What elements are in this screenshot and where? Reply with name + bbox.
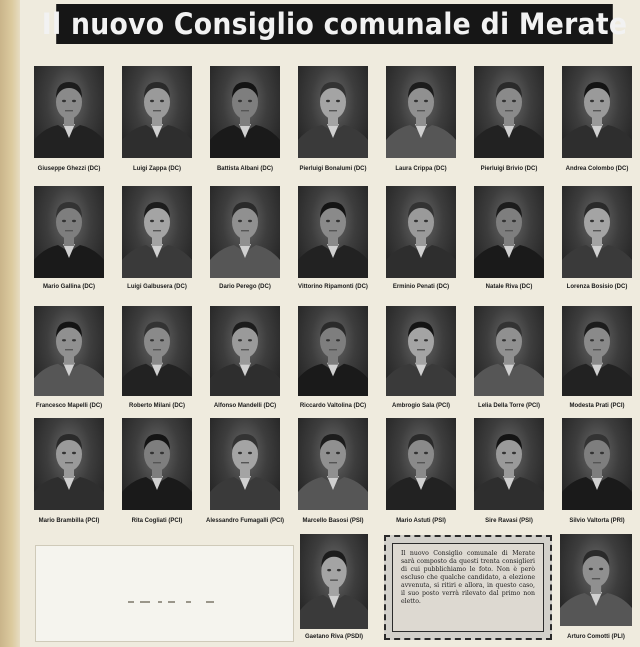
councillor-photo: [386, 306, 456, 396]
councillor-photo: [34, 66, 104, 158]
councillor-name: Natale Riva (DC): [485, 284, 533, 290]
notice-box: [384, 535, 552, 640]
councillor-photo: [562, 66, 632, 158]
councillor-photo: [298, 66, 368, 158]
print-mark: [140, 601, 150, 603]
councillor-photo: [122, 418, 192, 510]
councillor-photo: [34, 306, 104, 396]
councillor-photo: [300, 534, 368, 629]
councillor-name: Silvio Valtorta (PRI): [569, 518, 625, 524]
print-mark: [206, 601, 214, 603]
councillor-name: Dario Perego (DC): [219, 284, 271, 290]
councillor-name: Arturo Comotti (PLI): [567, 634, 625, 640]
councillor-name: Giuseppe Ghezzi (DC): [37, 166, 101, 172]
councillor-name: Mario Gallina (DC): [42, 284, 95, 290]
notice-text: Il nuovo Consiglio comunale di Merate sarà composto da questi trenta consiglieri di cui pubblichiamo le foto. Non è però escluso che qualche candidato, a elezione avvenuta, si ritiri e allora, in questo caso, il suo posto verrà rilevato dal primo non eletto.: [392, 543, 544, 632]
councillor-photo: [122, 66, 192, 158]
councillor-photo: [386, 66, 456, 158]
councillor-name: Pierluigi Bonalumi (DC): [299, 166, 367, 172]
councillor-name: Ambrogio Sala (PCI): [391, 403, 450, 409]
councillor-name: Riccardo Valtolina (DC): [299, 403, 367, 409]
councillor-name: Mario Brambilla (PCI): [38, 518, 100, 524]
councillor-name: Vittorino Ripamonti (DC): [298, 284, 368, 290]
councillor-name: Lelia Della Torre (PCI): [478, 403, 540, 409]
councillor-name: Andrea Colombo (DC): [565, 166, 629, 172]
councillor-photo: [386, 418, 456, 510]
councillor-name: Erminio Penati (DC): [392, 284, 450, 290]
councillor-photo: [560, 534, 632, 626]
headline-banner: Il nuovo Consiglio comunale di Merate: [56, 4, 613, 44]
councillor-photo: [122, 306, 192, 396]
councillor-name: Alessandro Fumagalli (PCI): [205, 518, 284, 524]
councillor-name: Luigi Galbusera (DC): [127, 284, 187, 290]
councillor-name: Francesco Mapelli (DC): [35, 403, 103, 409]
councillor-name: Sire Ravasi (PSI): [485, 518, 533, 524]
councillor-name: Gaetano Riva (PSDI): [304, 634, 363, 640]
councillor-name: Roberto Milani (DC): [129, 403, 185, 409]
blank-panel: [35, 545, 294, 642]
councillor-photo: [210, 186, 280, 278]
print-mark: [158, 601, 162, 603]
print-mark: [186, 601, 191, 603]
councillor-name: Lorenza Bosisio (DC): [566, 284, 628, 290]
councillor-photo: [474, 418, 544, 510]
councillor-photo: [210, 66, 280, 158]
print-mark: [168, 601, 175, 603]
councillor-name: Battista Albani (DC): [216, 166, 274, 172]
councillor-name: Modesta Prati (PCI): [569, 403, 625, 409]
councillor-name: Luigi Zappa (DC): [133, 166, 181, 172]
councillor-photo: [210, 306, 280, 396]
councillor-photo: [474, 306, 544, 396]
councillor-photo: [122, 186, 192, 278]
councillor-photo: [298, 418, 368, 510]
councillor-photo: [210, 418, 280, 510]
councillor-name: Mario Astuti (PSI): [396, 518, 446, 524]
councillor-name: Rita Cogliati (PCI): [131, 518, 183, 524]
councillor-photo: [562, 418, 632, 510]
councillor-photo: [34, 186, 104, 278]
print-mark: [128, 601, 134, 603]
councillor-photo: [34, 418, 104, 510]
councillor-name: Laura Crippa (DC): [395, 166, 447, 172]
councillor-photo: [386, 186, 456, 278]
councillor-name: Pierluigi Brivio (DC): [480, 166, 538, 172]
councillor-photo: [474, 66, 544, 158]
page-spine: [0, 0, 20, 647]
councillor-photo: [562, 186, 632, 278]
councillor-photo: [562, 306, 632, 396]
councillor-name: Marcello Basosi (PSI): [302, 518, 364, 524]
councillor-name: Alfonso Mandelli (DC): [213, 403, 277, 409]
councillor-photo: [474, 186, 544, 278]
councillor-photo: [298, 186, 368, 278]
councillor-photo: [298, 306, 368, 396]
